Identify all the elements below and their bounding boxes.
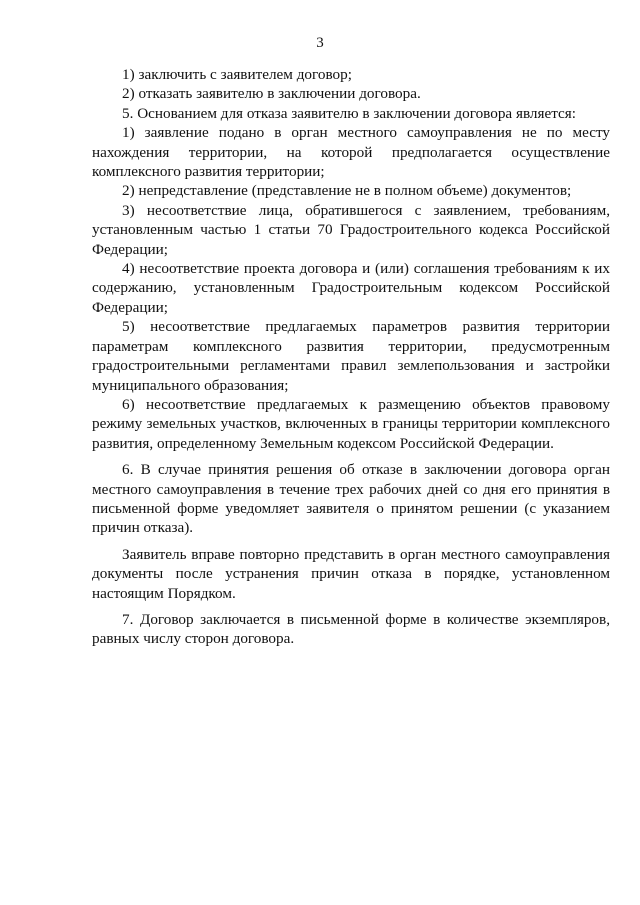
paragraph-reason-5: 5) несоответствие предлагаемых параметров развития территории параметрам комплексного развития территории, предусмотренным градостроительными регламентами правил землепользования и застройки муниципального образования; xyxy=(92,318,610,394)
page-number: 3 xyxy=(316,35,324,51)
paragraph-section-6: 6. В случае принятия решения об отказе в заключении договора орган местного самоуправления в течение трех рабочих дней со дня его принятия в письменной форме уведомляет заявителя о принятом решении (с указанием причин отказа). xyxy=(92,461,610,537)
paragraph-item-1-conclude: 1) заключить с заявителем договор; xyxy=(122,66,352,83)
paragraph-reason-3: 3) несоответствие лица, обратившегося с заявлением, требованиям, установленным частью 1 статьи 70 Градостроительного кодекса Российской Федерации; xyxy=(92,201,610,258)
paragraph-reason-6: 6) несоответствие предлагаемых к размещению объектов правовому режиму земельных участков, включенных в границы территории комплексного развития, определенному Земельным кодексом Российской Федерации. xyxy=(92,395,610,452)
paragraph-reason-1: 1) заявление подано в орган местного самоуправления не по месту нахождения территории, на которой предполагается осуществление комплексного развития территории; xyxy=(92,124,610,181)
paragraph-resubmission: Заявитель вправе повторно представить в орган местного самоуправления документы после устранения причин отказа в порядке, установленном настоящим Порядком. xyxy=(92,545,610,602)
document-body xyxy=(92,65,610,649)
paragraph-reason-4: 4) несоответствие проекта договора и (или) соглашения требованиям к их содержанию, установленным Градостроительным кодексом Российской Федерации; xyxy=(92,260,610,316)
paragraph-section-5: 5. Основанием для отказа заявителю в заключении договора является: xyxy=(122,104,576,122)
paragraph-section-7: 7. Договор заключается в письменной форме в количестве экземпляров, равных числу сторон договора. xyxy=(92,610,610,648)
paragraph-reason-2: 2) непредставление (представление не в полном объеме) документов; xyxy=(122,182,572,200)
paragraph-item-2-refuse: 2) отказать заявителю в заключении договора. xyxy=(122,85,421,103)
